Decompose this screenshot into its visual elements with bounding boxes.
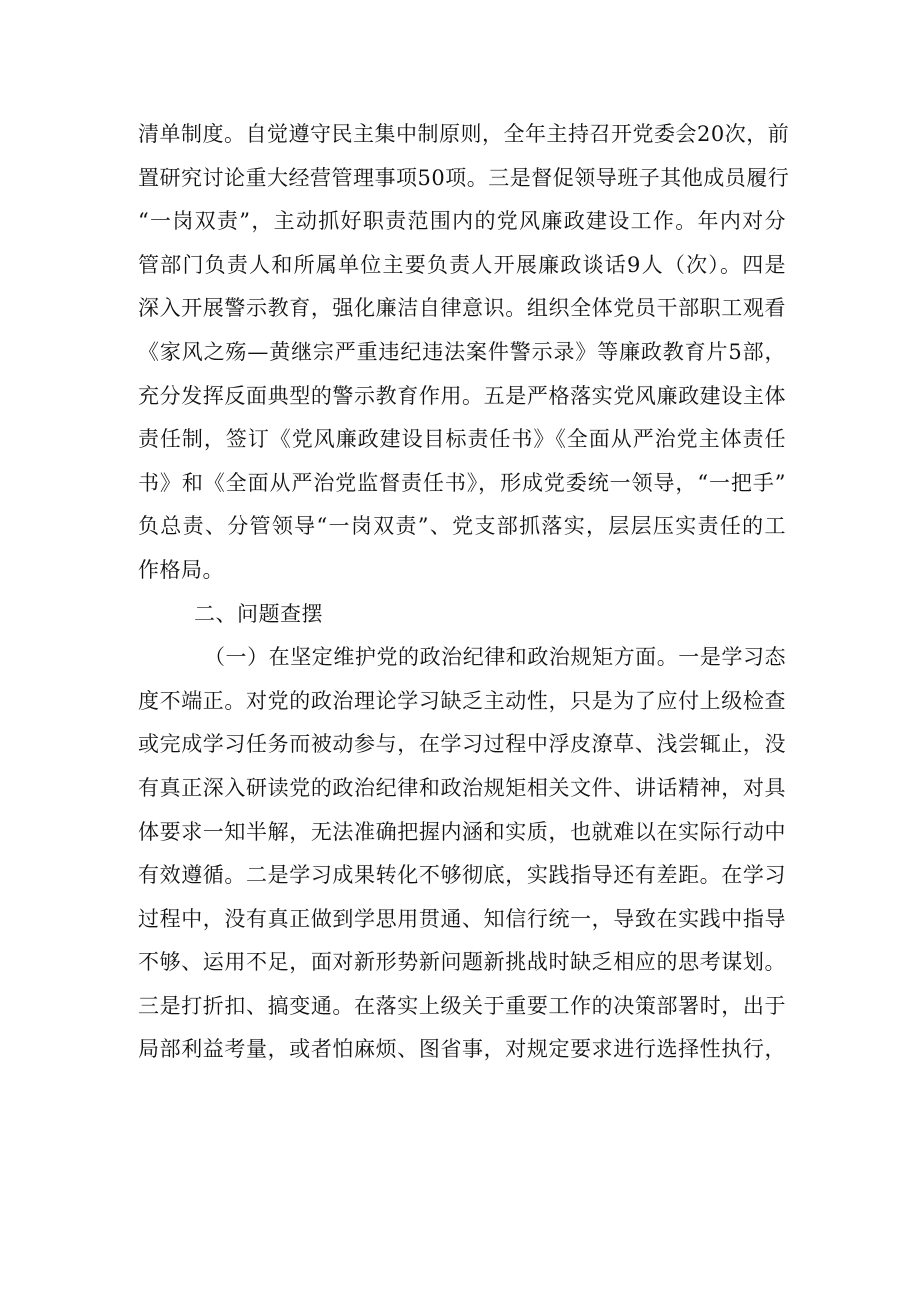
text-line: 或完成学习任务而被动参与，在学习过程中浮皮潦草、浅尝辄止，没: [138, 732, 786, 757]
text-line: 三是打折扣、搞变通。在落实上级关于重要工作的决策部署时，出于: [138, 993, 786, 1018]
text-line: 有真正深入研读党的政治纪律和政治规矩相关文件、讲话精神，对具: [138, 775, 786, 800]
text-line: 置研究讨论重大经营管理事项50项。三是督促领导班子其他成员履行: [138, 165, 790, 190]
text-line: 管部门负责人和所属单位主要负责人开展廉政谈话9人（次）。四是: [138, 252, 786, 277]
text-line: 清单制度。自觉遵守民主集中制原则，全年主持召开党委会20次，前: [138, 122, 790, 146]
text-line: 体要求一知半解，无法准确把握内涵和实质，也就难以在实际行动中: [138, 819, 786, 844]
text-line: 作格局。: [138, 557, 224, 582]
text-line: 《家风之殇—黄继宗严重违纪违法案件警示录》等廉政教育片5部，: [138, 339, 786, 364]
text-line: 过程中，没有真正做到学思用贯通、知信行统一，导致在实践中指导: [138, 906, 786, 931]
text-line: 书》和《全面从严治党监督责任书》，形成党委统一领导，“一把手”: [138, 470, 786, 495]
document-body: [138, 113, 790, 1072]
section-heading: 二、问题查摆: [194, 601, 323, 626]
text-line: 不够、运用不足，面对新形势新问题新挑战时缺乏相应的思考谋划。: [138, 950, 786, 975]
text-line: 深入开展警示教育，强化廉洁自律意识。组织全体党员干部职工观看: [138, 296, 786, 321]
text-line: 有效遵循。二是学习成果转化不够彻底，实践指导还有差距。在学习: [138, 863, 786, 888]
text-line: 充分发挥反面典型的警示教育作用。五是严格落实党风廉政建设主体: [138, 383, 786, 408]
text-line: 度不端正。对党的政治理论学习缺乏主动性，只是为了应付上级检查: [138, 688, 786, 713]
text-line: （一）在坚定维护党的政治纪律和政治规矩方面。一是学习态: [204, 645, 786, 670]
text-line: 责任制，签订《党风廉政建设目标责任书》《全面从严治党主体责任: [138, 427, 786, 452]
text-line: “一岗双责”，主动抓好职责范围内的党风廉政建设工作。年内对分: [138, 209, 786, 234]
text-line: 负总责、分管领导“一岗双责”、党支部抓落实，层层压实责任的工: [138, 514, 786, 539]
text-line: 局部利益考量，或者怕麻烦、图省事，对规定要求进行选择性执行，: [138, 1037, 786, 1062]
